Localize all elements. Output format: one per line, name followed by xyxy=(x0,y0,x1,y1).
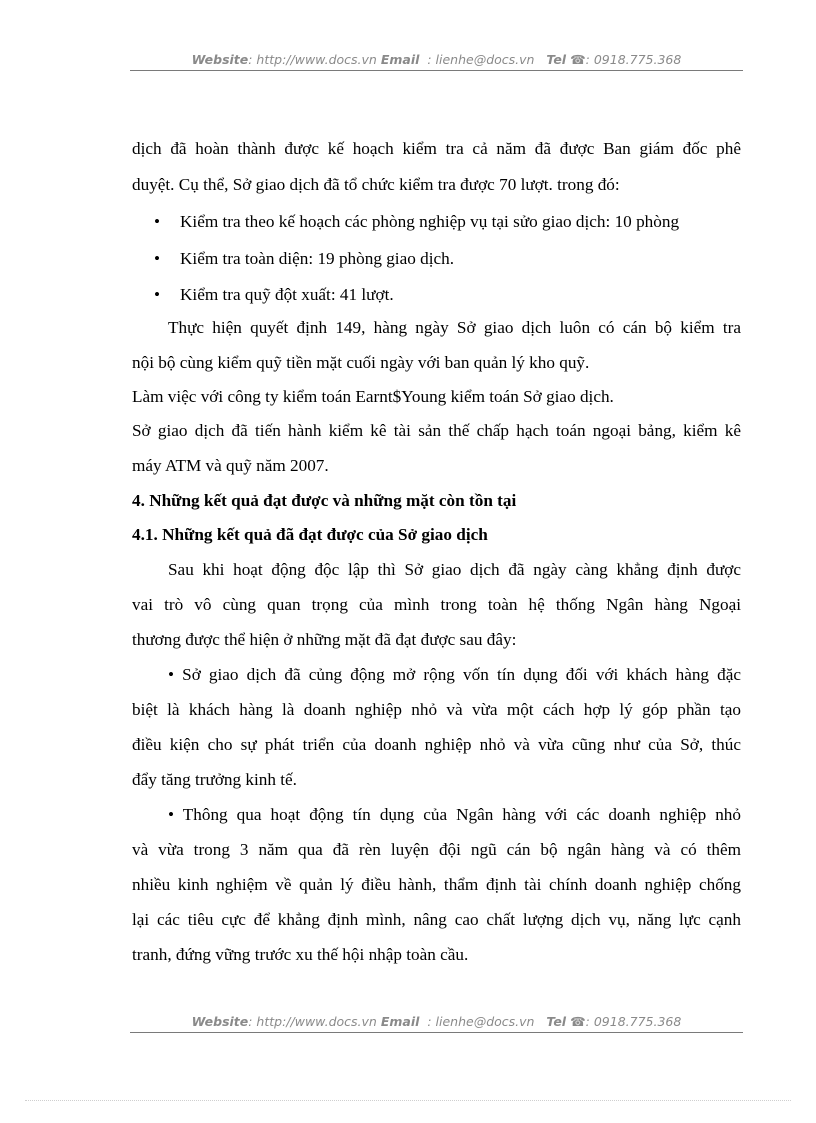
footer-email-value: : lienhe@docs.vn xyxy=(427,1014,535,1029)
footer-website-label: Website xyxy=(191,1014,249,1029)
phone-icon: ☎ xyxy=(570,52,586,67)
header-tel-value: : 0918.775.368 xyxy=(585,52,682,67)
paragraph-line: Thực hiện quyết định 149, hàng ngày Sở giao dịch luôn có cán bộ kiểm tra xyxy=(168,318,741,337)
paragraph-line: và vừa trong 3 năm qua đã rèn luyện đội ngũ cán bộ ngân hàng và có thêm xyxy=(132,840,741,859)
paragraph-line: Sở giao dịch đã tiến hành kiểm kê tài sản thế chấp hạch toán ngoại bảng, kiểm kê xyxy=(132,421,741,440)
header-website-label: Website xyxy=(191,52,249,67)
paragraph-line: • Sở giao dịch đã củng động mở rộng vốn tín dụng đối với khách hàng đặc xyxy=(168,665,741,684)
footer-email-label: Email xyxy=(380,1014,420,1029)
paragraph-line: lại các tiêu cực để khẳng định mình, nâng cao chất lượng dịch vụ, năng lực cạnh xyxy=(132,910,741,929)
page-header xyxy=(130,52,743,71)
paragraph-line: tranh, đứng vững trước xu thế hội nhập toàn cầu. xyxy=(132,945,469,964)
page-footer xyxy=(130,1014,743,1033)
paragraph-line: máy ATM và quỹ năm 2007. xyxy=(132,456,329,475)
paragraph-line: duyệt. Cụ thể, Sở giao dịch đã tổ chức kiểm tra được 70 lượt. trong đó: xyxy=(132,175,620,194)
section-heading: 4. Những kết quả đạt được và những mặt còn tồn tại xyxy=(132,491,517,510)
footer-tel-value: : 0918.775.368 xyxy=(585,1014,682,1029)
list-item: • Kiểm tra toàn diện: 19 phòng giao dịch. xyxy=(154,249,454,268)
footer-website-value: : http://www.docs.vn xyxy=(248,1014,377,1029)
list-item: • Kiểm tra theo kế hoạch các phòng nghiệp vụ tại sửo giao dịch: 10 phòng xyxy=(154,212,680,231)
header-website-value: : http://www.docs.vn xyxy=(248,52,377,67)
bullet-icon: • xyxy=(154,285,161,304)
paragraph-line: Làm việc với công ty kiểm toán Earnt$Young kiểm toán Sở giao dịch. xyxy=(132,387,614,406)
paragraph-line: vai trò vô cùng quan trọng của mình trong toàn hệ thống Ngân hàng Ngoại xyxy=(132,595,741,614)
phone-icon: ☎ xyxy=(570,1014,586,1029)
footer-tel-label: Tel xyxy=(546,1014,567,1029)
paragraph-line: biệt là khách hàng là doanh nghiệp nhỏ và vừa một cách hợp lý góp phần tạo xyxy=(132,700,741,719)
bullet-icon: • xyxy=(154,212,161,231)
bullet-icon: • xyxy=(154,249,161,268)
header-email-value: : lienhe@docs.vn xyxy=(427,52,535,67)
page-edge-divider xyxy=(25,1100,791,1101)
paragraph-line: nội bộ cùng kiểm quỹ tiền mặt cuối ngày với ban quản lý kho quỹ. xyxy=(132,353,590,372)
paragraph-line: nhiều kinh nghiệm về quản lý điều hành, thẩm định tài chính doanh nghiệp chống xyxy=(132,875,741,894)
paragraph-line: thương được thể hiện ở những mặt đã đạt được sau đây: xyxy=(132,630,517,649)
header-tel-label: Tel xyxy=(546,52,567,67)
header-email-label: Email xyxy=(380,52,420,67)
subsection-heading: 4.1. Những kết quả đã đạt được của Sở giao dịch xyxy=(132,525,488,544)
paragraph-line: dịch đã hoàn thành được kế hoạch kiểm tra cả năm đã được Ban giám đốc phê xyxy=(132,139,741,158)
paragraph-line: Sau khi hoạt động độc lập thì Sở giao dịch đã ngày càng khẳng định được xyxy=(168,560,741,579)
paragraph-line: đẩy tăng trưởng kinh tế. xyxy=(132,770,297,789)
list-item: • Kiểm tra quỹ đột xuất: 41 lượt. xyxy=(154,285,394,304)
paragraph-line: • Thông qua hoạt động tín dụng của Ngân hàng với các doanh nghiệp nhỏ xyxy=(168,805,741,824)
paragraph-line: điều kiện cho sự phát triển của doanh nghiệp nhỏ và vừa cũng như của Sở, thúc xyxy=(132,735,741,754)
